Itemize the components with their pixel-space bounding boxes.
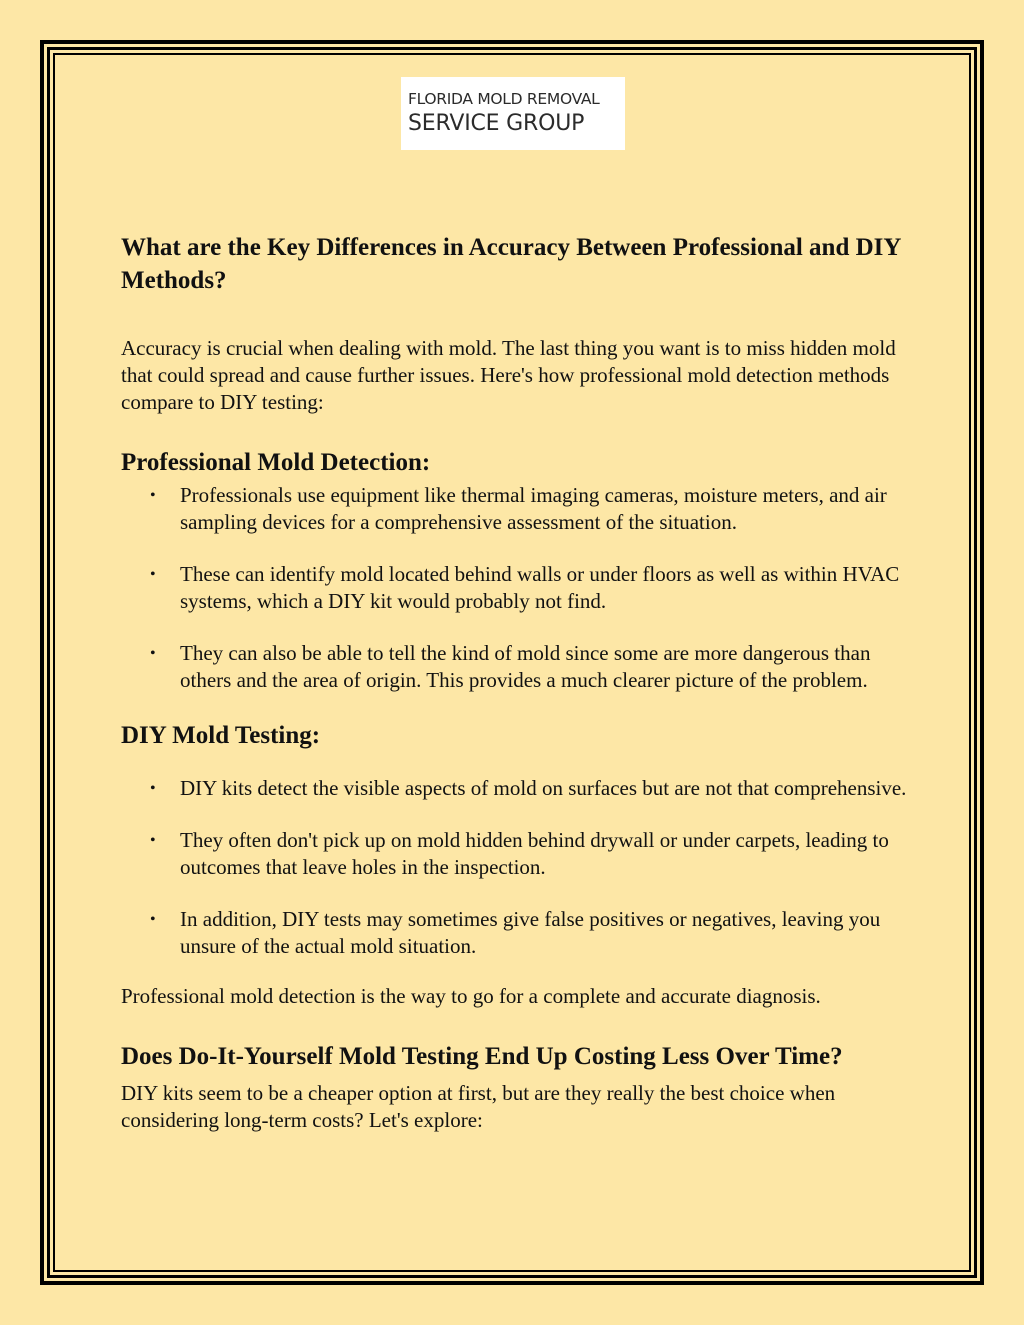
professional-list [121, 482, 911, 694]
professional-heading: Professional Mold Detection: [121, 449, 431, 476]
logo-line-2: SERVICE GROUP [408, 111, 585, 136]
list-item: • They often don't pick up on mold hidden behind drywall or under carpets, leading to outcomes that leave holes in the inspection. [180, 827, 911, 881]
cost-intro-paragraph: DIY kits seem to be a cheaper option at first, but are they really the best choice when considering long-term costs? Let's explore: [121, 1081, 836, 1132]
logo-line-1: FLORIDA MOLD REMOVAL [408, 90, 600, 108]
article-title: What are the Key Differences in Accuracy Between Professional and DIY Methods? [121, 234, 901, 294]
list-item: • DIY kits detect the visible aspects of mold on surfaces but are not that comprehensive. [180, 775, 911, 802]
list-item: • These can identify mold located behind walls or under floors as well as within HVAC systems, which a DIY kit would probably not find. [180, 561, 911, 615]
company-logo [401, 77, 625, 150]
cost-heading: Does Do-It-Yourself Mold Testing End Up Costing Less Over Time? [121, 1043, 843, 1070]
diy-heading: DIY Mold Testing: [121, 722, 321, 749]
list-item: • In addition, DIY tests may sometimes give false positives or negatives, leaving you unsure of the actual mold situation. [180, 906, 911, 960]
diy-list [121, 775, 911, 960]
list-item: • Professionals use equipment like thermal imaging cameras, moisture meters, and air sampling devices for a comprehensive assessment of the situation. [180, 482, 911, 536]
conclusion-paragraph: Professional mold detection is the way to go for a complete and accurate diagnosis. [121, 984, 821, 1008]
list-item: • They can also be able to tell the kind of mold since some are more dangerous than others and the area of origin. This provides a much clearer picture of the problem. [180, 640, 911, 694]
article-content [121, 231, 911, 1134]
intro-paragraph: Accuracy is crucial when dealing with mold. The last thing you want is to miss hidden mold that could spread and cause further issues. Here's how professional mold detection methods compare to DIY testing: [121, 336, 896, 414]
